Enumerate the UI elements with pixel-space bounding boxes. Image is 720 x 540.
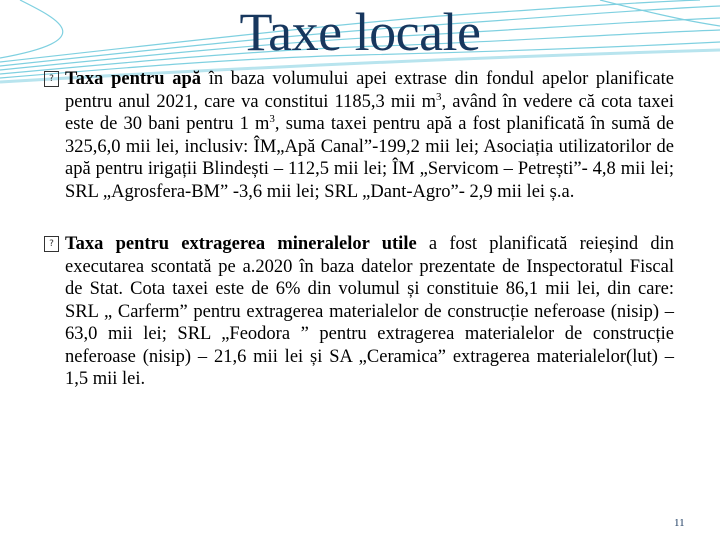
- water-tax-text-2: , având în vedere că cota taxei este de 30 bani pentru 1 m: [65, 91, 674, 134]
- minerals-tax-lead: Taxa pentru extragerea mineralelor utile: [65, 234, 417, 254]
- missing-glyph-box-icon: ?: [44, 71, 59, 87]
- missing-glyph-box-icon: ?: [44, 236, 59, 252]
- slide-title: Taxe locale: [239, 2, 481, 62]
- slide-body: [44, 68, 674, 391]
- paragraph-minerals-tax: [44, 233, 674, 391]
- page-number: 11: [674, 517, 685, 529]
- paragraph-water-tax: [44, 68, 674, 203]
- minerals-tax-text: a fost planificată reieșind din executarea scontată pe a.2020 în baza datelor prezentate de Inspectoratul Fiscal de Stat. Cota taxei este de 6% din volumul și constituie 86,1 mii lei, din care: SRL „ Carferm” pentru extragerea materialelor de construcție neferoase (nisip) – 63,0 mii lei; SRL „Feodora ” pentru extragerea materialelor de construcție neferoase (nisip) – 21,6 mii lei și SA „Ceramica” extragerea materialelor(lut) – 1,5 mii lei.: [65, 234, 674, 389]
- superscript-3: 3: [436, 90, 442, 103]
- water-tax-text-1: în baza volumului apei extrase din fondul apelor planificate pentru anul 2021, care va constitui 1185,3 mii m: [65, 69, 674, 112]
- water-tax-text-3: , suma taxei pentru apă a fost planificată în sumă de 325,6,0 mii lei, inclusiv: ÎM„Apă Canal”-199,2 mii lei; Asociația utilizatorilor de apă pentru irigații Blindești – 112,5 mii lei; ÎM „Servicom – Petrești”- 4,8 mii lei; SRL „Agrosfera-BM” -3,6 mii lei; SRL „Dant-Agro”- 2,9 mii lei ș.a.: [65, 114, 674, 202]
- superscript-3: 3: [269, 112, 275, 125]
- water-tax-lead: Taxa pentru apă: [65, 69, 202, 89]
